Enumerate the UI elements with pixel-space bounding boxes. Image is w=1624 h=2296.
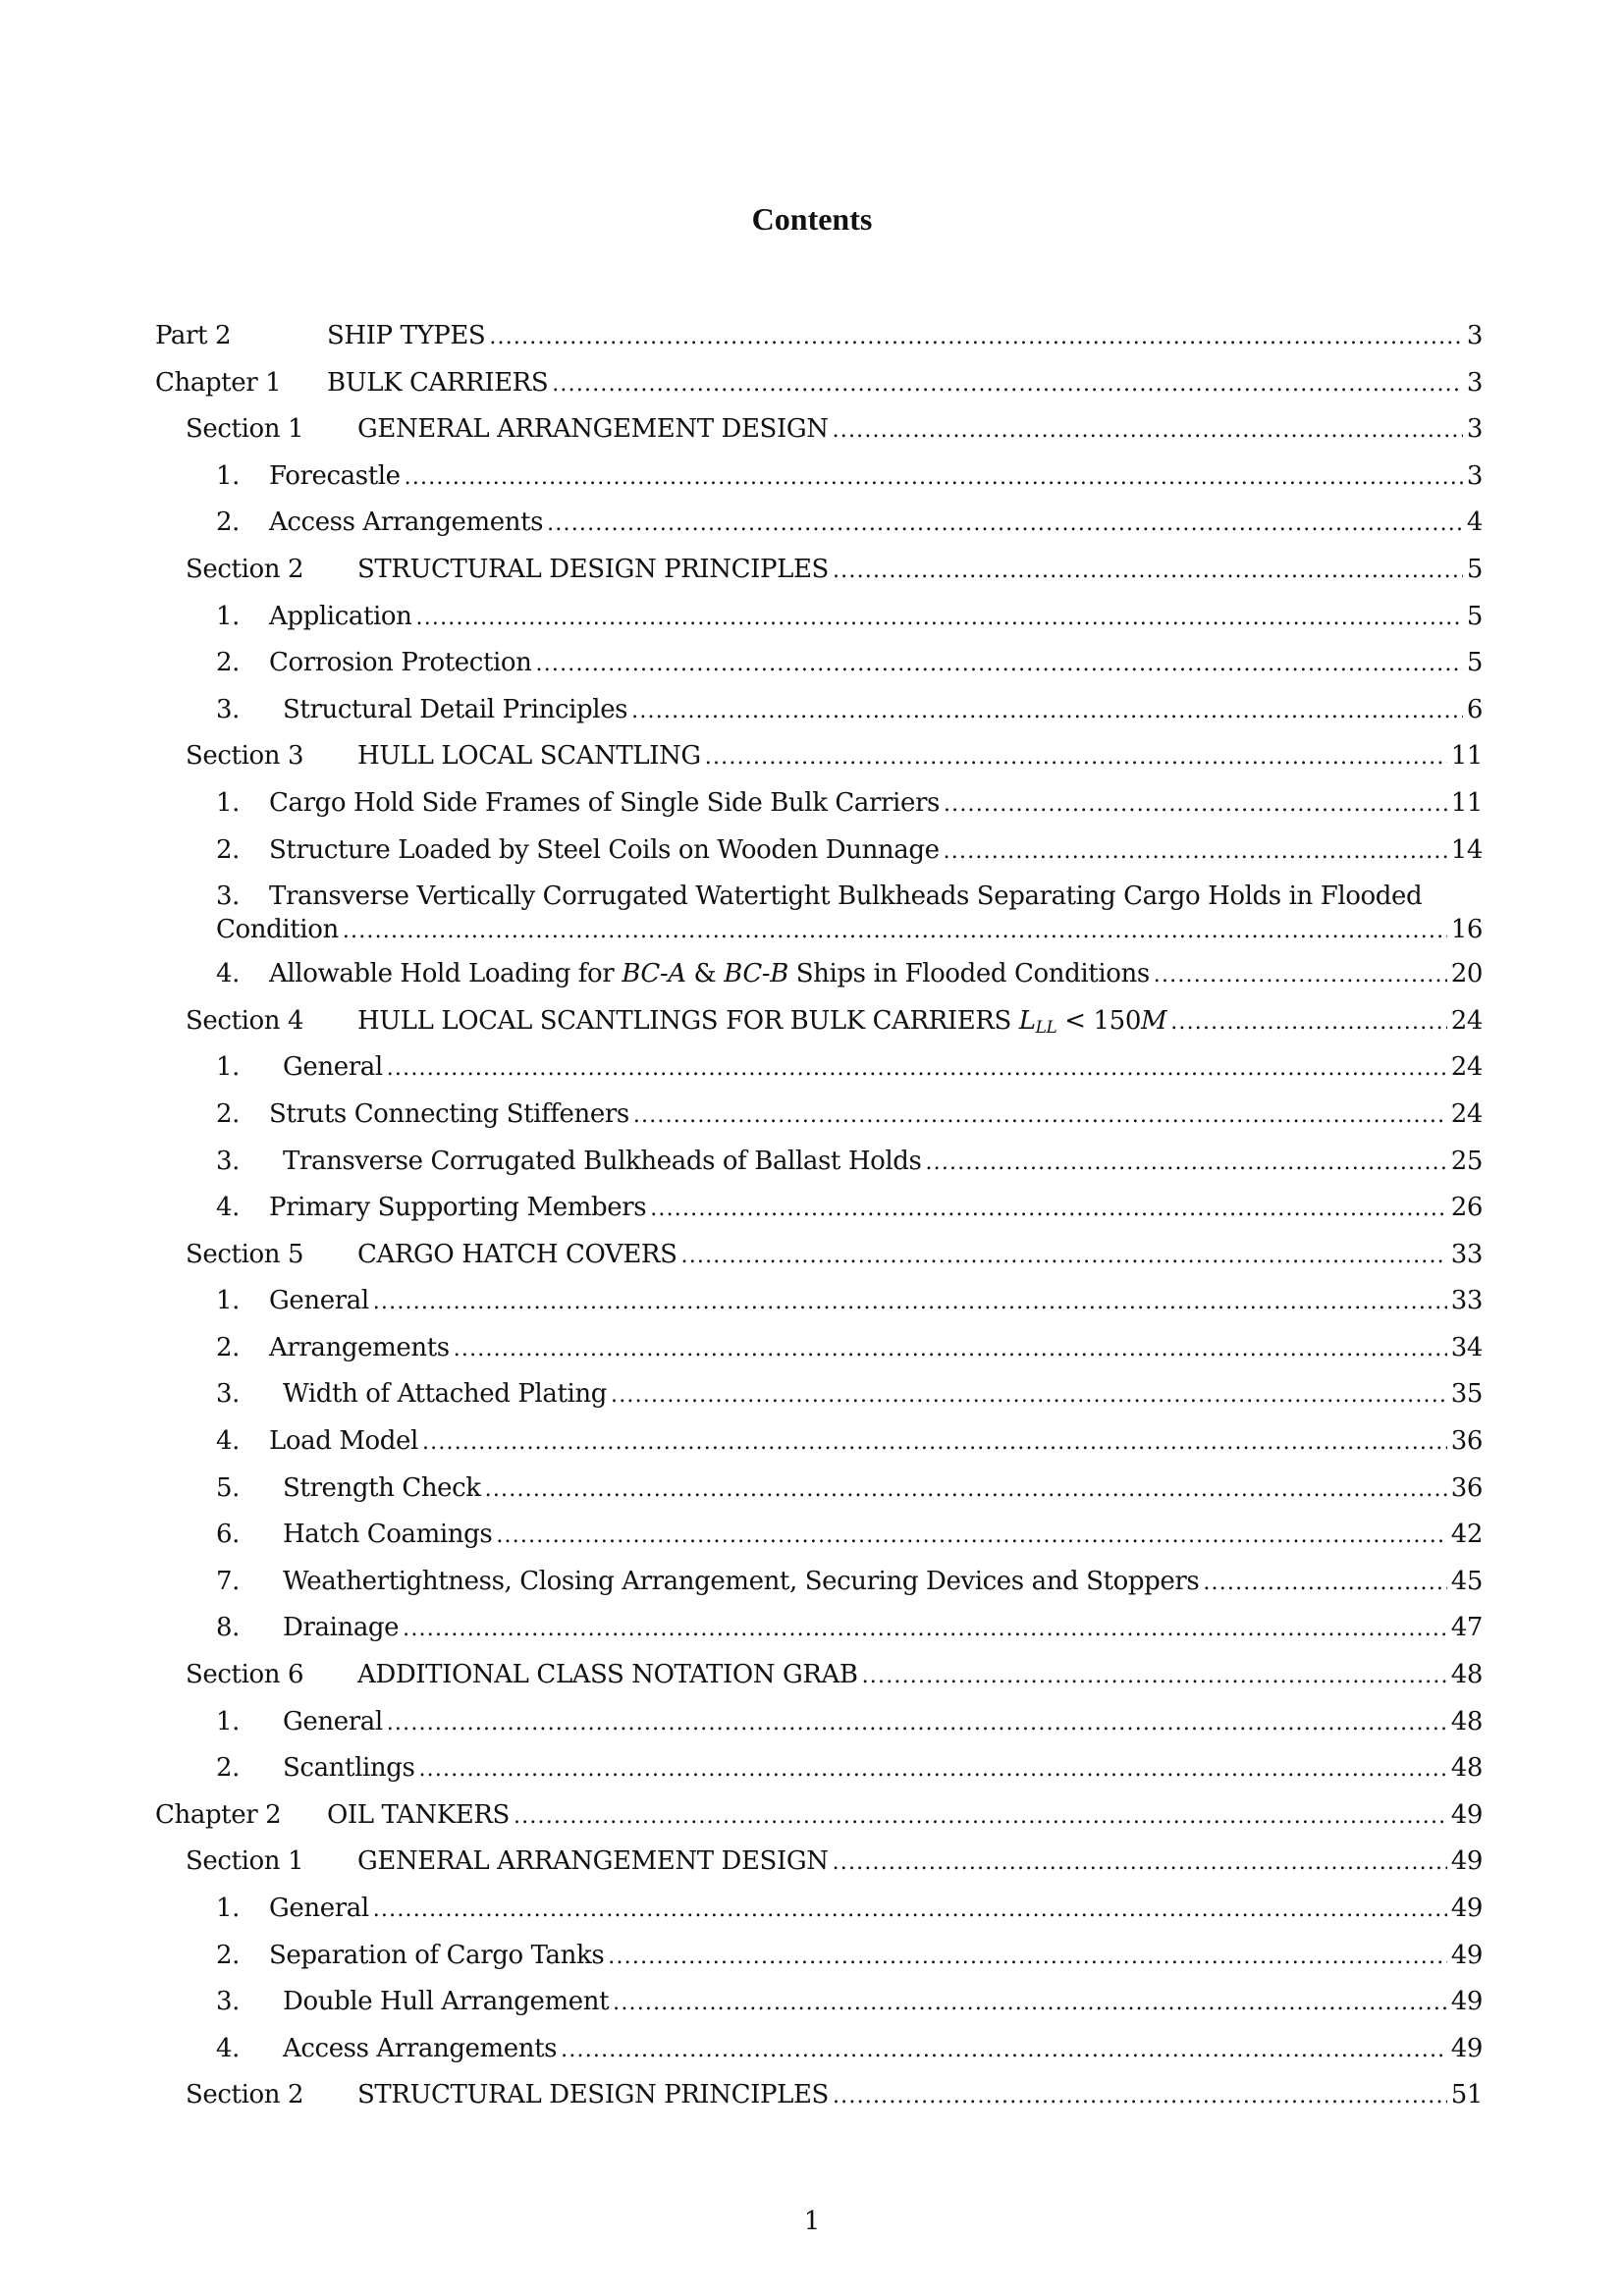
toc-entry-page: 4: [1466, 507, 1483, 538]
dot-leader: [405, 463, 1463, 493]
title-part: &: [685, 959, 725, 989]
dot-leader: [1154, 961, 1447, 990]
toc-entry-title: [357, 1006, 1166, 1042]
toc-entry-number: Section 1: [186, 1846, 304, 1877]
toc-entry-page: 48: [1450, 1706, 1483, 1736]
dot-leader: [833, 557, 1463, 586]
toc-entry-page: 3: [1466, 414, 1483, 445]
dot-leader: [944, 837, 1447, 867]
toc-entry-page: 33: [1450, 1239, 1483, 1269]
toc-entry-page: 5: [1466, 554, 1483, 584]
toc-entry-page: 5: [1466, 648, 1483, 678]
toc-entry[interactable]: [155, 1846, 1483, 1894]
toc-entry-title: General: [269, 1286, 369, 1316]
dot-leader: [833, 416, 1463, 446]
toc-entry-number: 7.: [216, 1566, 241, 1596]
toc-entry-title-continued: Condition: [216, 915, 339, 945]
toc-entry-page: 3: [1466, 321, 1483, 350]
dot-leader: [373, 1896, 1447, 1925]
toc-entry-number: 1.: [216, 1286, 241, 1316]
toc-entry-title: Primary Supporting Members: [269, 1193, 647, 1223]
toc-entry-number: Section 2: [186, 2080, 304, 2110]
dot-leader: [1203, 1569, 1446, 1598]
toc-entry-page: 25: [1450, 1146, 1483, 1176]
toc-entry[interactable]: [155, 602, 1483, 649]
toc-entry[interactable]: [155, 648, 1483, 695]
dot-leader: [613, 1989, 1447, 2018]
toc-entry-page: 49: [1450, 2033, 1483, 2063]
dot-leader: [454, 1335, 1447, 1364]
toc-entry-page: 34: [1450, 1332, 1483, 1362]
toc-entry-number: Section 1: [186, 414, 304, 445]
toc-entry[interactable]: [155, 1240, 1483, 1287]
toc-entry-title: Access Arrangements: [283, 2033, 558, 2063]
toc-entry[interactable]: [155, 835, 1483, 882]
toc-entry-page: 36: [1450, 1426, 1483, 1457]
toc-entry-title: GENERAL ARRANGEMENT DESIGN: [357, 414, 829, 445]
dot-leader: [547, 509, 1463, 539]
title-part: Allowable Hold Loading for: [269, 959, 623, 989]
dot-leader: [343, 917, 1447, 946]
toc-entry-number: Section 3: [186, 741, 304, 772]
toc-entry[interactable]: [155, 1193, 1483, 1240]
toc-entry[interactable]: [155, 1660, 1483, 1707]
toc-entry-title: STRUCTURAL DESIGN PRINCIPLES: [357, 554, 829, 584]
toc-entry[interactable]: [155, 1286, 1483, 1333]
dot-leader: [403, 1615, 1447, 1644]
dot-leader: [387, 1709, 1447, 1738]
toc-entry-title: Hatch Coamings: [283, 1520, 493, 1550]
toc-entry-title: OIL TANKERS: [327, 1799, 510, 1830]
toc-entry[interactable]: [155, 1099, 1483, 1147]
toc-entry-number: 3.: [216, 1146, 241, 1176]
toc-entry[interactable]: [155, 1753, 1483, 1800]
toc-entry[interactable]: [155, 2034, 1483, 2081]
toc-entry-page: 42: [1450, 1520, 1483, 1550]
toc-entry-page: 3: [1466, 367, 1483, 398]
dot-leader: [387, 1054, 1447, 1084]
toc-entry-title: Strength Check: [283, 1472, 481, 1503]
toc-entry-page: 11: [1450, 741, 1483, 772]
toc-entry-number: 3.: [216, 881, 241, 912]
toc-entry-page: 49: [1450, 1940, 1483, 1970]
toc-entry[interactable]: [155, 1379, 1483, 1426]
title-part: LL: [1035, 1017, 1057, 1038]
toc-entry-number: 1.: [216, 1706, 241, 1736]
toc-entry-number: 2.: [216, 648, 241, 678]
page-number: 1: [803, 2207, 821, 2236]
dot-leader: [561, 2036, 1447, 2065]
toc-entry-title: Application: [269, 601, 412, 631]
toc-entry-number: 5.: [216, 1472, 241, 1503]
toc-entry-title: GENERAL ARRANGEMENT DESIGN: [357, 1846, 829, 1877]
toc-entry-page: 20: [1450, 959, 1483, 989]
toc-entry[interactable]: [155, 1147, 1483, 1194]
toc-entry-page: 48: [1450, 1753, 1483, 1784]
toc-entry-number: 3.: [216, 1379, 241, 1410]
toc-entry-page: 49: [1450, 1846, 1483, 1877]
toc-entry-page: 14: [1450, 834, 1483, 865]
toc-entry-title: STRUCTURAL DESIGN PRINCIPLES: [357, 2080, 829, 2110]
toc-entry-title: Struts Connecting Stiffeners: [269, 1098, 629, 1129]
dot-leader: [1170, 1008, 1447, 1038]
toc-entry[interactable]: [155, 2080, 1483, 2127]
toc-entry-title: Drainage: [283, 1613, 400, 1643]
toc-entry-number: 6.: [216, 1520, 241, 1550]
toc-entry-page: 36: [1450, 1472, 1483, 1503]
toc-entry[interactable]: [155, 881, 1483, 959]
toc-entry-number: 2.: [216, 1098, 241, 1129]
toc-entry-page: 45: [1450, 1566, 1483, 1596]
dot-leader: [536, 650, 1463, 679]
toc-entry-title: Weathertightness, Closing Arrangement, Securing Devices and Stoppers: [283, 1566, 1200, 1596]
toc-entry-page: 26: [1450, 1193, 1483, 1223]
toc-entry-page: 49: [1450, 1987, 1483, 2017]
toc-entry-number: Section 2: [186, 554, 304, 584]
toc-entry-page: 49: [1450, 1799, 1483, 1830]
toc-entry-number: 2.: [216, 507, 241, 538]
toc-entry[interactable]: [155, 695, 1483, 742]
toc-entry[interactable]: [155, 1800, 1483, 1847]
toc-entry-page: 5: [1466, 601, 1483, 631]
toc-entry[interactable]: [155, 1052, 1483, 1099]
dot-leader: [611, 1381, 1447, 1411]
toc-entry-title: Scantlings: [283, 1753, 415, 1784]
toc-entry[interactable]: [155, 1473, 1483, 1521]
dot-leader: [485, 1475, 1447, 1505]
toc-entry[interactable]: [155, 414, 1483, 461]
toc-entry-line: [155, 915, 1483, 948]
toc-entry[interactable]: [155, 1987, 1483, 2034]
toc-entry[interactable]: [155, 1006, 1483, 1053]
page-title: Contents: [751, 201, 873, 237]
title-part: BC-A: [622, 959, 686, 989]
toc-entry-page: 47: [1450, 1613, 1483, 1643]
toc-entry-title: [269, 959, 1150, 988]
dot-leader: [496, 1522, 1446, 1551]
toc-entry-page: 6: [1466, 694, 1483, 724]
toc-entry-page: 24: [1450, 1098, 1483, 1129]
toc-entry-number: 3.: [216, 694, 241, 724]
toc-entry-title: SHIP TYPES: [327, 321, 486, 350]
toc-entry-title: Arrangements: [269, 1332, 450, 1362]
toc-entry-number: 4.: [216, 1193, 241, 1223]
toc-entry-number: 8.: [216, 1613, 241, 1643]
title-part: M: [1140, 1005, 1167, 1036]
title-part: Ships in Flooded Conditions: [787, 959, 1150, 989]
dot-leader: [862, 1662, 1447, 1691]
dot-leader: [705, 743, 1447, 773]
toc-entry-page: 35: [1450, 1379, 1483, 1410]
toc-entry[interactable]: [155, 1520, 1483, 1567]
title-part: L: [1018, 1005, 1036, 1036]
toc-entry-title: HULL LOCAL SCANTLING: [357, 741, 701, 772]
dot-leader: [552, 370, 1463, 400]
dot-leader: [650, 1195, 1447, 1224]
toc-entry-number: 4.: [216, 959, 241, 989]
toc-entry-title: General: [269, 1894, 369, 1923]
toc-entry[interactable]: [155, 1333, 1483, 1380]
toc-entry-line: [155, 881, 1483, 915]
toc-entry-title: Double Hull Arrangement: [283, 1987, 610, 2017]
toc-entry-number: Chapter 2: [155, 1799, 282, 1830]
toc-entry[interactable]: [155, 321, 1483, 368]
toc-entry-title: General: [283, 1706, 383, 1736]
toc-entry[interactable]: [155, 1941, 1483, 1988]
toc-entry-number: 2.: [216, 1753, 241, 1784]
toc-entry-page: 49: [1450, 1894, 1483, 1923]
toc-entry-page: 51: [1450, 2080, 1483, 2110]
toc-entry-title: Access Arrangements: [269, 507, 544, 538]
toc-entry-title: Transverse Vertically Corrugated Watertight Bulkheads Separating Cargo Holds in Flooded: [269, 881, 1423, 912]
toc-entry[interactable]: [155, 555, 1483, 602]
toc-entry-title: CARGO HATCH COVERS: [357, 1239, 677, 1269]
toc-entry-title: General: [283, 1052, 383, 1083]
toc-entry-number: 1.: [216, 460, 241, 491]
toc-entry-page: 3: [1466, 460, 1483, 491]
toc-entry-number: 3.: [216, 1987, 241, 2017]
toc-entry-title: ADDITIONAL CLASS NOTATION GRAB: [357, 1660, 858, 1690]
toc-entry[interactable]: [155, 1613, 1483, 1660]
dot-leader: [608, 1943, 1446, 1972]
dot-leader: [489, 323, 1463, 352]
toc-entry-title: Cargo Hold Side Frames of Single Side Bulk Carriers: [269, 787, 940, 818]
toc-entry-number: 2.: [216, 1940, 241, 1970]
toc-entry[interactable]: [155, 1707, 1483, 1754]
toc-entry-number: 1.: [216, 601, 241, 631]
toc-entry-number: 4.: [216, 1426, 241, 1457]
toc-entry-number: Part 2: [155, 321, 232, 350]
toc-entry[interactable]: [155, 1426, 1483, 1473]
toc-entry-number: 1.: [216, 787, 241, 818]
dot-leader: [681, 1242, 1447, 1271]
toc-entry-title: Separation of Cargo Tanks: [269, 1940, 605, 1970]
toc-entry[interactable]: [155, 741, 1483, 788]
toc-entry[interactable]: [155, 507, 1483, 555]
toc-entry[interactable]: [155, 368, 1483, 415]
dot-leader: [633, 1101, 1447, 1131]
toc-entry-number: 4.: [216, 2033, 241, 2063]
dot-leader: [416, 604, 1463, 633]
title-part: < 150: [1056, 1005, 1141, 1036]
toc-entry-page: 24: [1450, 1005, 1483, 1036]
toc-entry-title: Corrosion Protection: [269, 648, 532, 678]
toc-entry[interactable]: [155, 1894, 1483, 1941]
toc-entry-title: Structure Loaded by Steel Coils on Wooden Dunnage: [269, 834, 940, 865]
dot-leader: [631, 697, 1463, 726]
dot-leader: [833, 1848, 1447, 1878]
toc-entry-title: Transverse Corrugated Bulkheads of Ballast Holds: [283, 1146, 922, 1176]
toc-entry-title: Forecastle: [269, 460, 401, 491]
toc-entry-title: BULK CARRIERS: [327, 367, 549, 398]
table-of-contents: [155, 321, 1483, 2127]
dot-leader: [944, 790, 1447, 820]
dot-leader: [833, 2082, 1447, 2111]
toc-entry-number: Section 5: [186, 1239, 304, 1269]
toc-entry[interactable]: [155, 788, 1483, 835]
toc-entry-number: 1.: [216, 1052, 241, 1083]
toc-entry-page: 16: [1450, 915, 1483, 945]
toc-entry-number: Section 4: [186, 1005, 304, 1036]
toc-entry-page: 33: [1450, 1286, 1483, 1316]
dot-leader: [373, 1288, 1447, 1317]
toc-entry-title: Width of Attached Plating: [283, 1379, 608, 1410]
toc-entry-number: Chapter 1: [155, 367, 282, 398]
dot-leader: [422, 1428, 1447, 1458]
title-part: HULL LOCAL SCANTLINGS FOR BULK CARRIERS: [357, 1005, 1019, 1036]
toc-entry[interactable]: [155, 461, 1483, 508]
toc-entry-title: Load Model: [269, 1426, 418, 1457]
toc-entry-page: 11: [1450, 787, 1483, 818]
dot-leader: [418, 1755, 1446, 1785]
toc-entry-number: 1.: [216, 1894, 241, 1923]
dot-leader: [514, 1802, 1447, 1832]
title-part: BC-B: [724, 959, 788, 989]
dot-leader: [925, 1148, 1446, 1178]
toc-entry-number: Section 6: [186, 1660, 304, 1690]
toc-entry-page: 48: [1450, 1660, 1483, 1690]
toc-entry-page: 24: [1450, 1052, 1483, 1083]
toc-entry-number: 2.: [216, 1332, 241, 1362]
toc-entry[interactable]: [155, 1567, 1483, 1614]
toc-entry-number: 2.: [216, 834, 241, 865]
toc-entry[interactable]: [155, 959, 1483, 1006]
toc-entry-title: Structural Detail Principles: [283, 694, 628, 724]
